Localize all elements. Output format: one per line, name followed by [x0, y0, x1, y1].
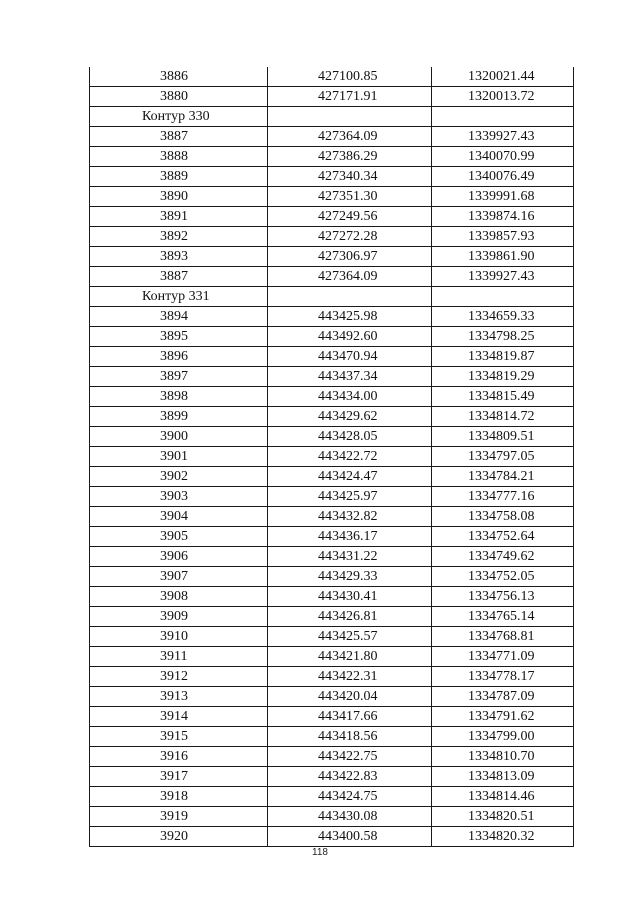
- point-number-cell: 3891: [90, 207, 268, 227]
- point-number-cell: 3912: [90, 667, 268, 687]
- x-coordinate-cell: 427100.85: [268, 67, 432, 87]
- x-coordinate-cell: 443430.41: [268, 587, 432, 607]
- x-coordinate-cell: 443492.60: [268, 327, 432, 347]
- point-number-cell: 3904: [90, 507, 268, 527]
- x-coordinate-cell: 443424.47: [268, 467, 432, 487]
- point-number-cell: 3917: [90, 767, 268, 787]
- table-row: [90, 427, 574, 447]
- x-coordinate-cell: 427272.28: [268, 227, 432, 247]
- table-row: [90, 447, 574, 467]
- y-coordinate-cell: 1334819.87: [432, 347, 574, 367]
- x-coordinate-cell: [268, 107, 432, 127]
- y-coordinate-cell: 1334749.62: [432, 547, 574, 567]
- y-coordinate-cell: 1334787.09: [432, 687, 574, 707]
- point-number-cell: 3905: [90, 527, 268, 547]
- y-coordinate-cell: 1334777.16: [432, 487, 574, 507]
- x-coordinate-cell: 443428.05: [268, 427, 432, 447]
- point-number-cell: 3895: [90, 327, 268, 347]
- table-row: [90, 127, 574, 147]
- y-coordinate-cell: 1339927.43: [432, 267, 574, 287]
- y-coordinate-cell: 1340076.49: [432, 167, 574, 187]
- point-number-cell: 3914: [90, 707, 268, 727]
- point-number-cell: 3886: [90, 67, 268, 87]
- y-coordinate-cell: 1339991.68: [432, 187, 574, 207]
- x-coordinate-cell: 427171.91: [268, 87, 432, 107]
- table-row: [90, 547, 574, 567]
- y-coordinate-cell: 1334791.62: [432, 707, 574, 727]
- y-coordinate-cell: 1334659.33: [432, 307, 574, 327]
- y-coordinate-cell: 1334771.09: [432, 647, 574, 667]
- y-coordinate-cell: 1334752.05: [432, 567, 574, 587]
- table-row: [90, 707, 574, 727]
- point-number-cell: 3913: [90, 687, 268, 707]
- point-number-cell: 3908: [90, 587, 268, 607]
- point-number-cell: 3899: [90, 407, 268, 427]
- point-number-cell: 3901: [90, 447, 268, 467]
- x-coordinate-cell: 443422.72: [268, 447, 432, 467]
- point-number-cell: 3892: [90, 227, 268, 247]
- point-number-cell: 3880: [90, 87, 268, 107]
- x-coordinate-cell: 443417.66: [268, 707, 432, 727]
- y-coordinate-cell: 1334778.17: [432, 667, 574, 687]
- point-number-cell: 3894: [90, 307, 268, 327]
- table-row: [90, 687, 574, 707]
- x-coordinate-cell: 443422.75: [268, 747, 432, 767]
- x-coordinate-cell: 443424.75: [268, 787, 432, 807]
- x-coordinate-cell: 427364.09: [268, 127, 432, 147]
- table-row: [90, 407, 574, 427]
- y-coordinate-cell: 1334815.49: [432, 387, 574, 407]
- point-number-cell: 3887: [90, 127, 268, 147]
- table-row: [90, 67, 574, 87]
- x-coordinate-cell: 427351.30: [268, 187, 432, 207]
- table-row: [90, 207, 574, 227]
- table-row: [90, 607, 574, 627]
- table-row: [90, 587, 574, 607]
- contour-label-cell: Контур 330: [90, 107, 268, 127]
- y-coordinate-cell: 1334784.21: [432, 467, 574, 487]
- y-coordinate-cell: 1334768.81: [432, 627, 574, 647]
- y-coordinate-cell: 1339857.93: [432, 227, 574, 247]
- table-row: [90, 247, 574, 267]
- point-number-cell: 3898: [90, 387, 268, 407]
- table-row: [90, 727, 574, 747]
- table-row: [90, 807, 574, 827]
- point-number-cell: 3896: [90, 347, 268, 367]
- x-coordinate-cell: 443431.22: [268, 547, 432, 567]
- x-coordinate-cell: 443425.98: [268, 307, 432, 327]
- contour-label-cell: Контур 331: [90, 287, 268, 307]
- x-coordinate-cell: 443429.62: [268, 407, 432, 427]
- point-number-cell: 3887: [90, 267, 268, 287]
- x-coordinate-cell: 443420.04: [268, 687, 432, 707]
- table-row: [90, 327, 574, 347]
- contour-header-row: [90, 107, 574, 127]
- y-coordinate-cell: 1334756.13: [432, 587, 574, 607]
- x-coordinate-cell: 427306.97: [268, 247, 432, 267]
- x-coordinate-cell: 427249.56: [268, 207, 432, 227]
- x-coordinate-cell: 443430.08: [268, 807, 432, 827]
- point-number-cell: 3915: [90, 727, 268, 747]
- table-row: [90, 467, 574, 487]
- table-row: [90, 147, 574, 167]
- y-coordinate-cell: 1334813.09: [432, 767, 574, 787]
- table-row: [90, 667, 574, 687]
- point-number-cell: 3919: [90, 807, 268, 827]
- y-coordinate-cell: 1340070.99: [432, 147, 574, 167]
- y-coordinate-cell: 1334765.14: [432, 607, 574, 627]
- y-coordinate-cell: 1334810.70: [432, 747, 574, 767]
- point-number-cell: 3888: [90, 147, 268, 167]
- table-row: [90, 307, 574, 327]
- point-number-cell: 3890: [90, 187, 268, 207]
- x-coordinate-cell: 443426.81: [268, 607, 432, 627]
- y-coordinate-cell: 1334814.72: [432, 407, 574, 427]
- point-number-cell: 3907: [90, 567, 268, 587]
- table-row: [90, 827, 574, 847]
- table-row: [90, 187, 574, 207]
- page-number: 118: [312, 847, 328, 858]
- y-coordinate-cell: [432, 107, 574, 127]
- point-number-cell: 3909: [90, 607, 268, 627]
- table-row: [90, 507, 574, 527]
- x-coordinate-cell: 443470.94: [268, 347, 432, 367]
- x-coordinate-cell: 443429.33: [268, 567, 432, 587]
- point-number-cell: 3920: [90, 827, 268, 847]
- y-coordinate-cell: 1334814.46: [432, 787, 574, 807]
- table-row: [90, 347, 574, 367]
- point-number-cell: 3903: [90, 487, 268, 507]
- x-coordinate-cell: [268, 287, 432, 307]
- y-coordinate-cell: 1320013.72: [432, 87, 574, 107]
- y-coordinate-cell: [432, 287, 574, 307]
- table-row: [90, 747, 574, 767]
- x-coordinate-cell: 443418.56: [268, 727, 432, 747]
- y-coordinate-cell: 1334819.29: [432, 367, 574, 387]
- x-coordinate-cell: 427340.34: [268, 167, 432, 187]
- x-coordinate-cell: 443432.82: [268, 507, 432, 527]
- point-number-cell: 3889: [90, 167, 268, 187]
- x-coordinate-cell: 443421.80: [268, 647, 432, 667]
- y-coordinate-cell: 1334799.00: [432, 727, 574, 747]
- point-number-cell: 3902: [90, 467, 268, 487]
- x-coordinate-cell: 443425.97: [268, 487, 432, 507]
- x-coordinate-cell: 443422.83: [268, 767, 432, 787]
- x-coordinate-cell: 443422.31: [268, 667, 432, 687]
- table-row: [90, 567, 574, 587]
- x-coordinate-cell: 443436.17: [268, 527, 432, 547]
- y-coordinate-cell: 1339927.43: [432, 127, 574, 147]
- y-coordinate-cell: 1339861.90: [432, 247, 574, 267]
- y-coordinate-cell: 1334752.64: [432, 527, 574, 547]
- table-row: [90, 367, 574, 387]
- x-coordinate-cell: 443425.57: [268, 627, 432, 647]
- y-coordinate-cell: 1320021.44: [432, 67, 574, 87]
- table-row: [90, 527, 574, 547]
- table-row: [90, 767, 574, 787]
- y-coordinate-cell: 1339874.16: [432, 207, 574, 227]
- point-number-cell: 3900: [90, 427, 268, 447]
- x-coordinate-cell: 427364.09: [268, 267, 432, 287]
- table-row: [90, 387, 574, 407]
- point-number-cell: 3893: [90, 247, 268, 267]
- table-row: [90, 627, 574, 647]
- x-coordinate-cell: 443434.00: [268, 387, 432, 407]
- table-row: [90, 227, 574, 247]
- y-coordinate-cell: 1334820.32: [432, 827, 574, 847]
- point-number-cell: 3897: [90, 367, 268, 387]
- point-number-cell: 3916: [90, 747, 268, 767]
- x-coordinate-cell: 427386.29: [268, 147, 432, 167]
- table-row: [90, 647, 574, 667]
- x-coordinate-cell: 443437.34: [268, 367, 432, 387]
- y-coordinate-cell: 1334820.51: [432, 807, 574, 827]
- point-number-cell: 3906: [90, 547, 268, 567]
- y-coordinate-cell: 1334809.51: [432, 427, 574, 447]
- coordinates-table: [89, 67, 574, 847]
- table-row: [90, 267, 574, 287]
- y-coordinate-cell: 1334797.05: [432, 447, 574, 467]
- table-row: [90, 787, 574, 807]
- table-row: [90, 167, 574, 187]
- point-number-cell: 3910: [90, 627, 268, 647]
- contour-header-row: [90, 287, 574, 307]
- x-coordinate-cell: 443400.58: [268, 827, 432, 847]
- table-row: [90, 487, 574, 507]
- coordinates-table-body: [90, 67, 574, 847]
- y-coordinate-cell: 1334758.08: [432, 507, 574, 527]
- y-coordinate-cell: 1334798.25: [432, 327, 574, 347]
- table-row: [90, 87, 574, 107]
- point-number-cell: 3911: [90, 647, 268, 667]
- point-number-cell: 3918: [90, 787, 268, 807]
